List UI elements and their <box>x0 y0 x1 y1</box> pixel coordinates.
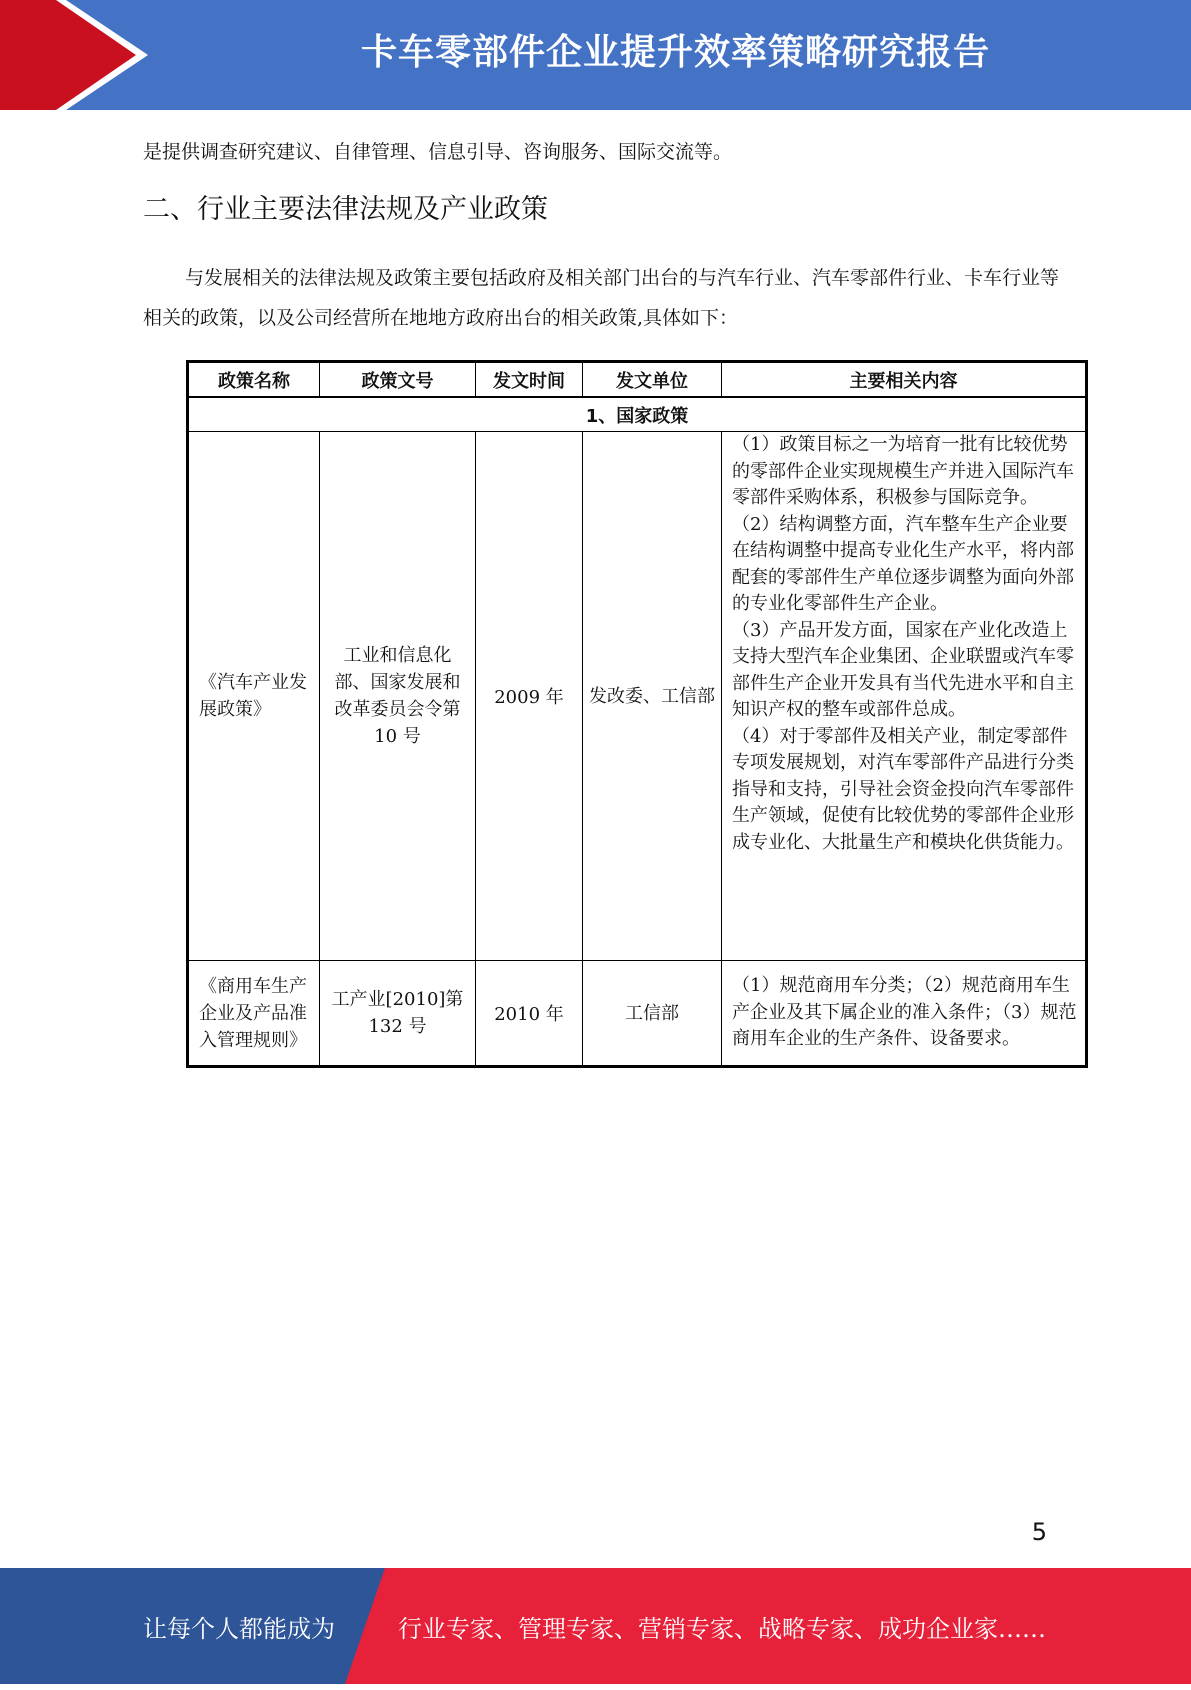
column-header-issuing-body: 发文单位 <box>583 362 722 398</box>
policy-name-cell: 《汽车产业发展政策》 <box>188 432 320 961</box>
body-paragraph: 与发展相关的法律法规及政策主要包括政府及相关部门出台的与汽车行业、汽车零部件行业、卡车行业等相关的政策，以及公司经营所在地地方政府出台的相关政策,具体如下： <box>143 267 1060 329</box>
content-item: （1）政策目标之一为培育一批有比较优势的零部件企业实现规模生产并进入国际汽车零部件采购体系，积极参与国际竞争。 <box>732 434 1074 508</box>
table-row <box>188 432 1087 961</box>
column-header-policy-name: 政策名称 <box>188 362 320 398</box>
content-item: （1）规范商用车分类；（2）规范商用车生产企业及其下属企业的准入条件；（3）规范商用车企业的生产条件、设备要求。 <box>732 975 1077 1050</box>
column-header-main-content: 主要相关内容 <box>722 362 1087 398</box>
issuing-body-cell: 工信部 <box>583 961 722 1067</box>
issuing-body-cell: 发改委、工信部 <box>583 432 722 961</box>
footer-slogan-left: 让每个人都能成为 <box>143 1615 335 1643</box>
page-footer <box>0 1568 1191 1684</box>
page-header <box>0 0 1191 110</box>
issue-date-cell: 2009 年 <box>476 432 583 961</box>
issue-date-cell: 2010 年 <box>476 961 583 1067</box>
content-cell <box>722 432 1087 961</box>
footer-slogan-right: 行业专家、管理专家、营销专家、战略专家、成功企业家…… <box>398 1615 1046 1643</box>
policy-name-cell: 《商用车生产企业及产品准入管理规则》 <box>188 961 320 1067</box>
section-heading: 二、行业主要法律法规及产业政策 <box>143 194 548 225</box>
content-cell <box>722 961 1087 1067</box>
page-number: 5 <box>1031 1518 1047 1546</box>
policy-table <box>186 360 1088 1068</box>
content-item: （4）对于零部件及相关产业，制定零部件专项发展规划，对汽车零部件产品进行分类指导和支持，引导社会资金投向汽车零部件生产领域，促使有比较优势的零部件企业形成专业化、大批量生产和模块化供货能力。 <box>732 725 1074 853</box>
group-label: 1、国家政策 <box>188 397 1087 432</box>
table-row <box>188 961 1087 1067</box>
report-title: 卡车零部件企业提升效率策略研究报告 <box>360 32 990 73</box>
table-group-row <box>188 397 1087 432</box>
column-header-doc-number: 政策文号 <box>320 362 476 398</box>
intro-line: 是提供调查研究建议、自律管理、信息引导、咨询服务、国际交流等。 <box>143 141 733 163</box>
content-item: （2）结构调整方面，汽车整车生产企业要在结构调整中提高专业化生产水平，将内部配套的零部件生产单位逐步调整为面向外部的专业化零部件生产企业。 <box>732 513 1074 614</box>
content-item: （3）产品开发方面，国家在产业化改造上支持大型汽车企业集团、企业联盟或汽车零部件生产企业开发具有当代先进水平和自主知识产权的整车或部件总成。 <box>732 619 1074 720</box>
column-header-issue-date: 发文时间 <box>476 362 583 398</box>
header-chevron-icon <box>0 0 160 110</box>
table-header-row <box>188 362 1087 398</box>
doc-number-cell: 工产业[2010]第 132 号 <box>320 961 476 1067</box>
doc-number-cell: 工业和信息化部、国家发展和改革委员会令第 10 号 <box>320 432 476 961</box>
